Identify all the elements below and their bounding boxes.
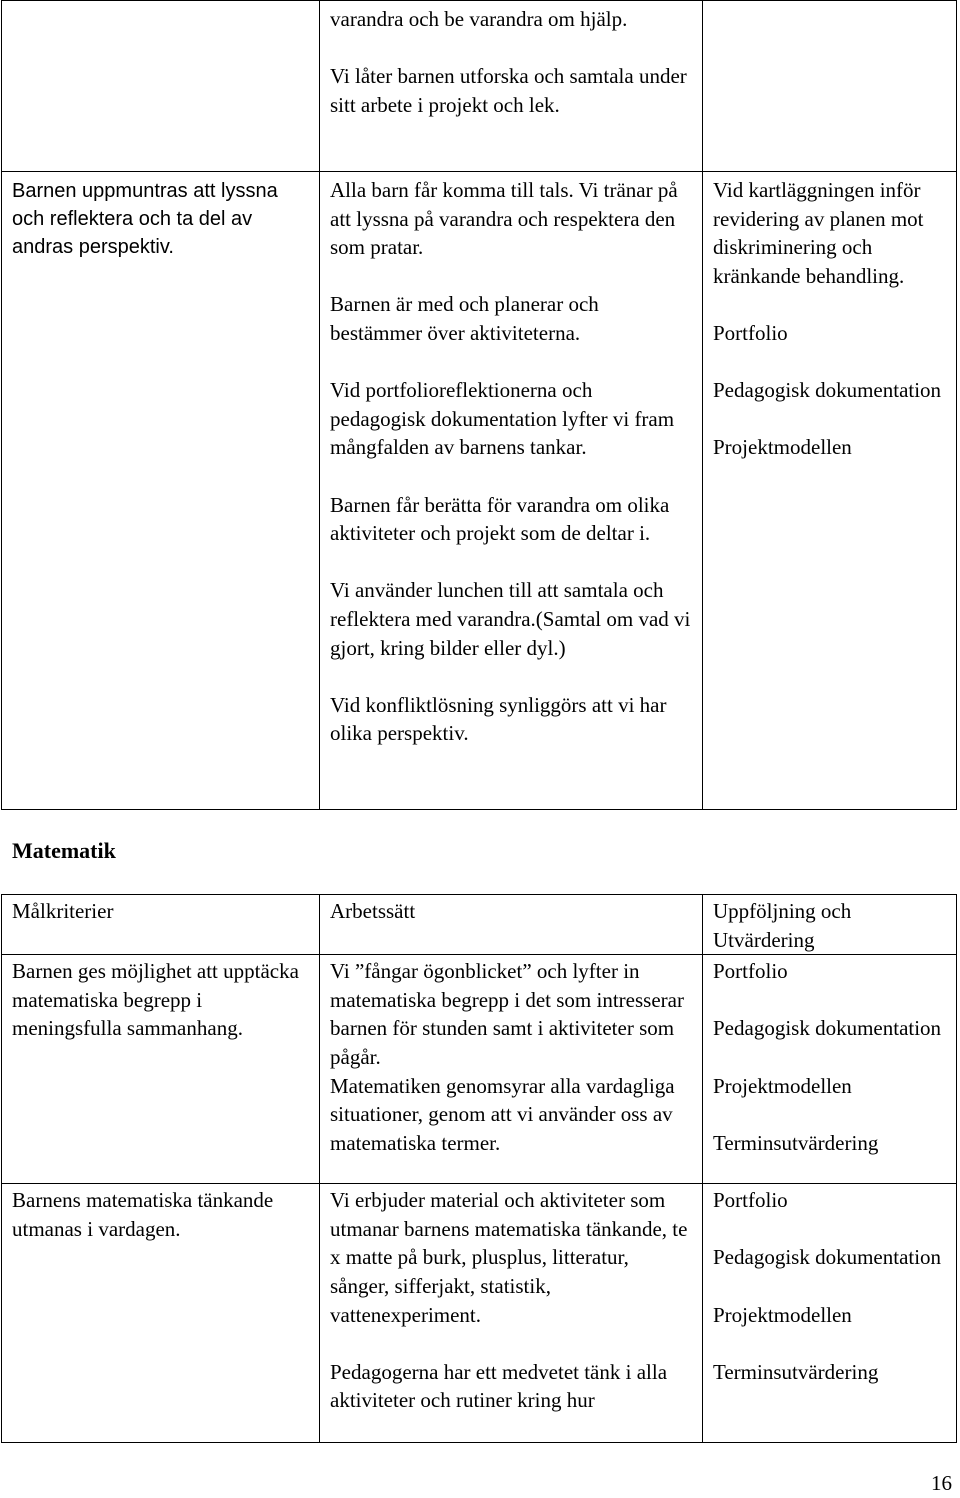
paragraph: Barnen får berätta för varandra om olika aktiviteter och projekt som de deltar i. [330, 492, 670, 546]
paragraph: Portfolio [713, 320, 788, 345]
goal-text: Barnen ges möjlighet att upptäcka matematiska begrepp i meningsfulla sammanhang. [12, 959, 299, 1041]
page-number: 16 [931, 1471, 952, 1495]
paragraph: Vi erbjuder material och aktiviteter som utmanar barnens matematiska tänkande, te x matte på burk, plusplus, litteratur, sånger, sifferjakt, statistik, vattenexperiment. [330, 1188, 688, 1327]
header-row [2, 895, 957, 955]
table-row [2, 172, 957, 810]
paragraph: Alla barn får komma till tals. Vi tränar på att lyssna på varandra och respektera den som pratar. [330, 178, 678, 260]
followup-cell [703, 1184, 957, 1443]
paragraph: Portfolio [713, 959, 788, 984]
followup-cell [703, 1, 957, 172]
column-header: Arbetssätt [320, 895, 703, 955]
column-header: Uppföljning och Utvärdering [703, 895, 957, 955]
followup-cell [703, 955, 957, 1184]
values-table-continued [1, 0, 957, 810]
column-header: Målkriterier [2, 895, 320, 955]
working-cell [320, 955, 703, 1184]
paragraph: Vid kartläggningen inför revidering av planen mot diskriminering och kränkande behandling. [713, 178, 924, 288]
paragraph: Projektmodellen [713, 1302, 852, 1327]
table-row [2, 955, 957, 1184]
goal-text: Barnens matematiska tänkande utmanas i vardagen. [12, 1188, 274, 1241]
paragraph: Terminsutvärdering [713, 1130, 879, 1155]
section-title: Matematik [12, 838, 116, 863]
working-cell [320, 172, 703, 810]
paragraph: Vid portfolioreflektionerna och pedagogisk dokumentation lyfter vi fram mångfalden av barnens tankar. [330, 378, 675, 460]
paragraph: Pedagogisk dokumentation [713, 1245, 942, 1270]
paragraph: Projektmodellen [713, 435, 852, 460]
followup-cell [703, 172, 957, 810]
table-row [2, 1184, 957, 1443]
goal-cell [2, 955, 320, 1184]
working-cell [320, 1, 703, 172]
paragraph: Vi låter barnen utforska och samtala under sitt arbete i projekt och lek. [330, 64, 687, 117]
goal-cell [2, 1, 320, 172]
goal-text: Barnen uppmuntras att lyssna och reflektera och ta del av andras perspektiv. [12, 180, 278, 258]
table-row [2, 1, 957, 172]
paragraph: Vi ”fångar ögonblicket” och lyfter in matematiska begrepp i det som intresserar barnen för stunden samt i aktiviteter som pågår. [330, 959, 684, 1069]
paragraph: Vid konfliktlösning synliggörs att vi har olika perspektiv. [330, 692, 667, 746]
goal-cell [2, 1184, 320, 1443]
paragraph: Projektmodellen [713, 1073, 852, 1098]
paragraph: Matematiken genomsyrar alla vardagliga situationer, genom att vi använder oss av matematiska termer. [330, 1073, 675, 1155]
math-table [1, 894, 957, 1443]
paragraph: Pedagogisk dokumentation [713, 1016, 942, 1041]
paragraph: Terminsutvärdering [713, 1359, 879, 1384]
goal-cell [2, 172, 320, 810]
paragraph: Pedagogisk dokumentation [713, 378, 942, 403]
paragraph: Barnen är med och planerar och bestämmer över aktiviteterna. [330, 292, 599, 345]
paragraph: Pedagogerna har ett medvetet tänk i alla aktiviteter och rutiner kring hur [330, 1359, 668, 1413]
paragraph: Portfolio [713, 1188, 788, 1213]
paragraph: varandra och be varandra om hjälp. [330, 7, 628, 31]
working-cell [320, 1184, 703, 1443]
paragraph: Vi använder lunchen till att samtala och reflektera med varandra.(Samtal om vad vi gjort, kring bilder eller dyl.) [330, 578, 691, 660]
